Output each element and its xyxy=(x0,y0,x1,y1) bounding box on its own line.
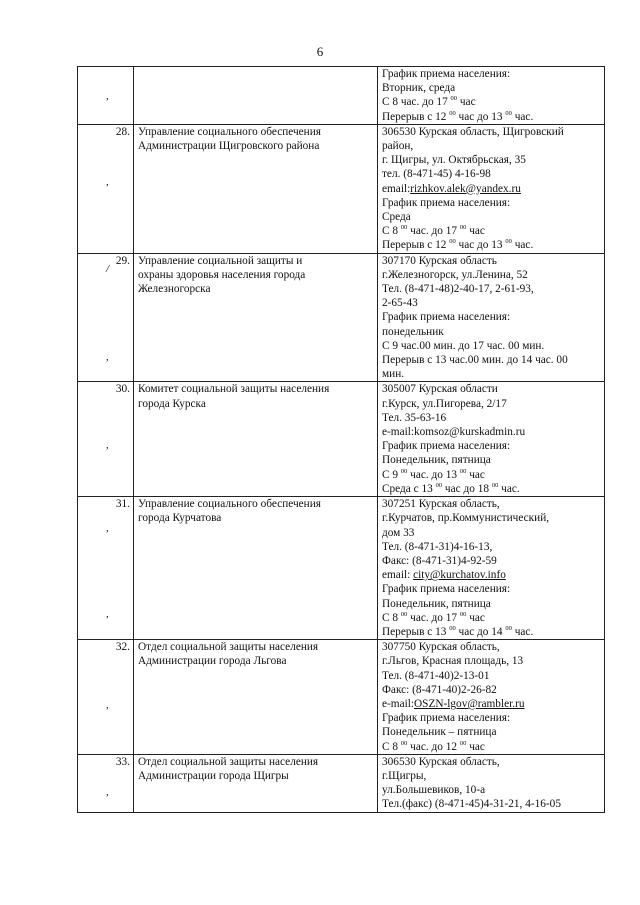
time-minutes: 00 xyxy=(505,109,512,117)
info-text: Тел. 35-63-16 xyxy=(382,411,447,424)
time-minutes: 00 xyxy=(505,238,512,246)
organization-name-line: Администрации города Льгова xyxy=(138,655,287,668)
info-text: Тел.(факс) (8-471-45)4-31-21, 4-16-05 xyxy=(382,798,561,811)
contact-info-line xyxy=(382,196,601,210)
contact-info-line xyxy=(382,711,601,725)
info-text: час xyxy=(466,225,485,238)
margin-mark: , xyxy=(106,522,109,535)
table-row xyxy=(78,124,605,253)
info-text: График приема населения: xyxy=(382,311,511,324)
info-text: час. до 13 xyxy=(407,468,460,481)
info-text: понедельник xyxy=(382,325,444,338)
table-row xyxy=(78,754,605,812)
info-text: ул.Большевиков, 10-а xyxy=(382,784,486,797)
info-text: г.Курчатов, пр.Коммунистический, xyxy=(382,512,550,525)
contact-info-line xyxy=(382,139,601,153)
organization-name-line: Администрации Щигровского района xyxy=(138,140,320,153)
time-minutes: 00 xyxy=(400,610,408,618)
contact-info-line xyxy=(382,210,601,224)
contact-info-cell xyxy=(378,67,605,125)
info-text: мин. xyxy=(382,368,405,381)
time-minutes: 00 xyxy=(450,95,458,103)
info-text: Понедельник – пятница xyxy=(382,726,497,739)
contact-info-line xyxy=(382,238,601,252)
time-minutes: 00 xyxy=(435,481,443,489)
organization-name-line: Администрации города Щигры xyxy=(138,769,289,782)
info-text: 305007 Курская области xyxy=(382,383,498,396)
contact-info-line xyxy=(382,353,601,367)
contact-info-line xyxy=(382,511,601,525)
info-text: С 8 xyxy=(382,740,401,753)
time-minutes: 00 xyxy=(400,739,408,747)
row-number-cell xyxy=(78,754,134,812)
info-text: 307170 Курская область xyxy=(382,254,497,267)
contact-info-line xyxy=(382,568,601,582)
organization-name-line: охраны здоровья населения города xyxy=(138,268,306,281)
organization-cell xyxy=(134,382,378,497)
organization-name-line: города Курска xyxy=(138,397,206,410)
info-text: График приема населения: xyxy=(382,712,511,725)
contact-info-line xyxy=(382,339,601,353)
time-minutes: 00 xyxy=(400,467,408,475)
margin-mark: , xyxy=(106,439,109,452)
table-row xyxy=(78,497,605,640)
contact-info-line xyxy=(382,611,601,625)
info-text: час. xyxy=(498,482,520,495)
info-text: час. до 17 xyxy=(407,225,460,238)
info-text: г. Щигры, ул. Октябрьская, 35 xyxy=(382,154,526,167)
row-number: 28. xyxy=(115,125,130,138)
info-text: Перерыв с 13 xyxy=(382,625,450,638)
info-text: График приема населения: xyxy=(382,196,511,209)
contact-info-line xyxy=(382,769,601,783)
contact-info-cell xyxy=(378,640,605,755)
row-number-cell xyxy=(78,67,134,125)
contact-info-line xyxy=(382,740,601,754)
contact-info-line xyxy=(382,382,601,396)
contact-info-line xyxy=(382,182,601,196)
social-services-table xyxy=(77,66,605,813)
info-text: Перерыв с 12 xyxy=(382,239,450,252)
info-text: С 8 xyxy=(382,611,401,624)
time-minutes: 00 xyxy=(459,467,467,475)
info-text: час. до 17 xyxy=(407,611,460,624)
email-link[interactable]: rizhkov.alek@yandex.ru xyxy=(410,182,521,195)
time-minutes: 00 xyxy=(491,481,499,489)
contact-info-line xyxy=(382,397,601,411)
margin-mark: / xyxy=(106,262,110,275)
organization-cell xyxy=(134,497,378,640)
time-minutes: 00 xyxy=(449,109,456,117)
contact-info-cell xyxy=(378,253,605,382)
info-text: Среда xyxy=(382,211,411,224)
organization-cell xyxy=(134,253,378,382)
contact-info-line xyxy=(382,597,601,611)
info-text: дом 33 xyxy=(382,526,415,539)
organization-name-line: города Курчатова xyxy=(138,512,222,525)
info-text: 306530 Курская область, Щигровский xyxy=(382,125,564,138)
row-number-cell xyxy=(78,497,134,640)
info-text: Факс: (8-471-40)2-26-82 xyxy=(382,683,497,696)
contact-info-line xyxy=(382,482,601,496)
info-text: График приема населения: xyxy=(382,583,511,596)
info-text: 307750 Курская область, xyxy=(382,641,500,654)
organization-name-line: Управление социального обеспечения xyxy=(138,125,321,138)
contact-info-line xyxy=(382,468,601,482)
info-text: График приема населения: xyxy=(382,68,511,80)
info-text: час до 13 xyxy=(455,239,506,252)
info-text: С 9 xyxy=(382,468,401,481)
time-minutes: 00 xyxy=(459,610,467,618)
contact-info-line xyxy=(382,268,601,282)
info-text: С 9 час.00 мин. до 17 час. 00 мин. xyxy=(382,339,545,352)
info-text: Среда с 13 xyxy=(382,482,436,495)
contact-info-line xyxy=(382,453,601,467)
table-row xyxy=(78,640,605,755)
info-text: г.Льгов, Красная площадь, 13 xyxy=(382,655,524,668)
contact-info-cell xyxy=(378,124,605,253)
time-minutes: 00 xyxy=(459,739,467,747)
contact-info-line xyxy=(382,296,601,310)
organization-cell xyxy=(134,124,378,253)
info-text: Перерыв с 13 час.00 мин. до 14 час. 00 xyxy=(382,354,568,367)
info-text: Тел. (8-471-40)2-13-01 xyxy=(382,669,490,682)
contact-info-line xyxy=(382,325,601,339)
contact-info-line xyxy=(382,582,601,596)
info-text: Тел. (8-471-48)2-40-17, 2-61-93, xyxy=(382,283,534,296)
contact-info-line xyxy=(382,783,601,797)
contact-info-line xyxy=(382,640,601,654)
margin-mark: , xyxy=(106,785,109,798)
row-number-cell xyxy=(78,382,134,497)
row-number: 29. xyxy=(115,254,130,267)
table-row xyxy=(78,382,605,497)
contact-info-line xyxy=(382,497,601,511)
info-text: email: xyxy=(382,182,411,195)
time-minutes: 00 xyxy=(449,238,456,246)
contact-info-line xyxy=(382,797,601,811)
contact-info-line xyxy=(382,526,601,540)
contact-info-line xyxy=(382,125,601,139)
contact-info-line xyxy=(382,425,601,439)
info-text: Тел. (8-471-31)4-16-13, xyxy=(382,540,493,553)
email-link[interactable]: OSZN-lgov@rambler.ru xyxy=(414,697,525,710)
organization-cell xyxy=(134,640,378,755)
info-text: тел. (8-471-45) 4-16-98 xyxy=(382,168,491,181)
time-minutes: 00 xyxy=(459,224,467,232)
organization-name-line: Отдел социальной защиты населения xyxy=(138,641,319,654)
contact-info-line xyxy=(382,81,601,95)
info-text: 2-65-43 xyxy=(382,297,418,310)
contact-info-line xyxy=(382,95,601,109)
info-text: час xyxy=(466,740,485,753)
organization-name-line: Комитет социальной защиты населения xyxy=(138,383,330,396)
contact-info-line xyxy=(382,725,601,739)
info-text: час до 18 xyxy=(442,482,492,495)
contact-info-line xyxy=(382,310,601,324)
margin-mark: , xyxy=(106,699,109,712)
contact-info-line xyxy=(382,167,601,181)
info-text: г.Курск, ул.Пигорева, 2/17 xyxy=(382,397,507,410)
contact-info-line xyxy=(382,224,601,238)
margin-mark: , xyxy=(106,350,109,363)
info-text: С 8 xyxy=(382,225,401,238)
time-minutes: 00 xyxy=(400,224,408,232)
contact-info-line xyxy=(382,654,601,668)
info-text: Факс: (8-471-31)4-92-59 xyxy=(382,554,497,567)
info-text: График приема населения: xyxy=(382,440,511,453)
contact-info-line xyxy=(382,540,601,554)
contact-info-line xyxy=(382,282,601,296)
page-number: 6 xyxy=(316,44,324,59)
info-text: Перерыв с 12 xyxy=(382,110,450,123)
row-number-cell xyxy=(78,124,134,253)
row-number: 33. xyxy=(115,755,130,768)
row-number: 32. xyxy=(115,641,130,654)
contact-info-cell xyxy=(378,382,605,497)
info-text: час. xyxy=(511,110,534,123)
table-body xyxy=(78,67,605,813)
contact-info-line xyxy=(382,554,601,568)
info-text: e-mail:komsoz@kurskadmin.ru xyxy=(382,426,526,439)
info-text: Вторник, среда xyxy=(382,82,456,95)
info-text: час до 14 xyxy=(455,625,506,638)
info-text: Понедельник, пятница xyxy=(382,597,491,610)
contact-info-line xyxy=(382,683,601,697)
email-link[interactable]: city@kurchatov.info xyxy=(413,569,506,582)
contact-info-line xyxy=(382,254,601,268)
info-text: час xyxy=(457,96,476,109)
info-text: email: xyxy=(382,569,414,582)
contact-info-line xyxy=(382,367,601,381)
organization-cell xyxy=(134,754,378,812)
contact-info-line xyxy=(382,411,601,425)
organization-cell xyxy=(134,67,378,125)
row-number: 30. xyxy=(115,383,130,396)
organization-name-line: Железногорска xyxy=(138,283,211,296)
contact-info-line xyxy=(382,755,601,769)
contact-info-line xyxy=(382,669,601,683)
info-text: час. xyxy=(511,239,534,252)
info-text: 306530 Курская область, xyxy=(382,755,500,768)
organization-name-line: Отдел социальной защиты населения xyxy=(138,755,319,768)
row-number-cell xyxy=(78,253,134,382)
contact-info-line xyxy=(382,67,601,81)
margin-mark: , xyxy=(106,90,109,102)
contact-info-line xyxy=(382,153,601,167)
info-text: С 8 xyxy=(382,96,401,109)
row-number-cell xyxy=(78,640,134,755)
contact-info-line xyxy=(382,110,601,124)
time-minutes: 00 xyxy=(505,624,512,632)
info-text: час. xyxy=(511,625,534,638)
organization-name-line: Управление социальной защиты и xyxy=(138,254,303,267)
table-row xyxy=(78,67,605,125)
info-text: час xyxy=(466,611,485,624)
contact-info-line xyxy=(382,697,601,711)
info-text: час до 13 xyxy=(455,110,506,123)
organization-name-line: Управление социального обеспечения xyxy=(138,498,321,511)
time-minutes: 00 xyxy=(449,624,456,632)
row-number: 31. xyxy=(115,498,130,511)
info-text: час. до 12 xyxy=(407,740,460,753)
info-text: e-mail: xyxy=(382,697,414,710)
contact-info-cell xyxy=(378,497,605,640)
contact-info-cell xyxy=(378,754,605,812)
contact-info-line xyxy=(382,439,601,453)
info-text: 307251 Курская область, xyxy=(382,498,500,511)
info-text: г.Щигры, xyxy=(382,769,427,782)
table-row xyxy=(78,253,605,382)
info-text: район, xyxy=(382,140,414,153)
margin-mark: , xyxy=(106,175,109,188)
margin-mark: , xyxy=(106,608,109,621)
info-text: г.Железногорск, ул.Ленина, 52 xyxy=(382,268,528,281)
info-text: час xyxy=(466,468,485,481)
info-text: час. до 17 xyxy=(400,96,451,109)
contact-info-line xyxy=(382,625,601,639)
info-text: Понедельник, пятница xyxy=(382,454,491,467)
